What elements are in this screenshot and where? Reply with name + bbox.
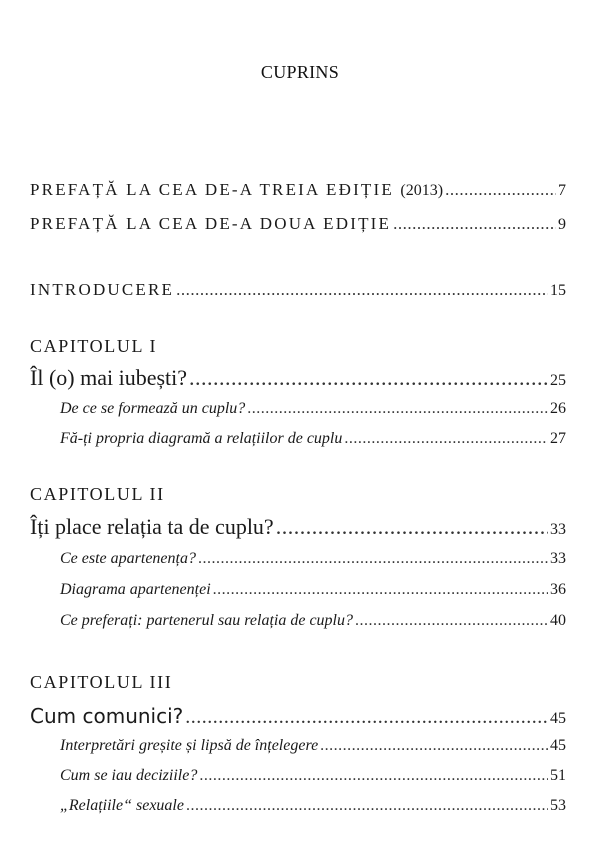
dot-leader bbox=[185, 706, 548, 729]
toc-entry-chapter-1[interactable] bbox=[30, 365, 566, 391]
toc-entry-chapter-3[interactable] bbox=[30, 704, 566, 729]
toc-entry-page: 53 bbox=[550, 797, 566, 814]
dot-leader bbox=[344, 430, 548, 448]
chapter-label: CAPITOLUL II bbox=[30, 484, 165, 504]
dot-leader bbox=[247, 400, 548, 418]
section-title: „Relațiile“ sexuale bbox=[60, 797, 184, 814]
dot-leader bbox=[355, 612, 548, 630]
toc-entry-page: 7 bbox=[558, 182, 566, 199]
toc-entry-page: 15 bbox=[550, 282, 566, 299]
toc-entry-section[interactable] bbox=[60, 430, 566, 448]
dot-leader bbox=[276, 514, 548, 540]
toc-entry-page: 33 bbox=[550, 550, 566, 567]
section-title: Ce este apartenența? bbox=[60, 550, 196, 567]
section-title: Ce preferați: partenerul sau relația de cuplu? bbox=[60, 612, 353, 629]
toc-entry-introduction[interactable] bbox=[30, 280, 566, 300]
chapter-label: CAPITOLUL III bbox=[30, 672, 173, 692]
dot-leader bbox=[198, 550, 548, 568]
toc-entry-section[interactable] bbox=[60, 581, 566, 599]
section-title: Fă-ți propria diagramă a relațiilor de cuplu bbox=[60, 430, 343, 447]
toc-entry-page: 40 bbox=[550, 612, 566, 629]
toc-entry-page: 25 bbox=[550, 372, 566, 389]
dot-leader bbox=[213, 581, 548, 599]
dot-leader bbox=[189, 365, 548, 391]
section-title: Interpretări greșite și lipsă de înțelegere bbox=[60, 737, 319, 754]
toc-entry-page: 45 bbox=[550, 737, 566, 754]
dot-leader bbox=[199, 767, 548, 785]
toc-entry-label: PREFAȚĂ LA CEA DE-A DOUA EDIȚIE bbox=[30, 214, 392, 233]
toc-entry-page: 45 bbox=[550, 710, 566, 727]
dot-leader bbox=[320, 737, 548, 755]
chapter-title: Cum comunici? bbox=[30, 704, 184, 728]
dot-leader bbox=[445, 180, 556, 200]
chapter-title: Îți place relația ta de cuplu? bbox=[30, 514, 274, 539]
toc-entry-section[interactable] bbox=[60, 400, 566, 418]
toc-entry-page: 27 bbox=[550, 430, 566, 447]
dot-leader bbox=[393, 214, 556, 234]
toc-entry-section[interactable] bbox=[60, 737, 566, 755]
toc-entry-page: 26 bbox=[550, 400, 566, 417]
toc-entry-section[interactable] bbox=[60, 767, 566, 785]
toc-entry-label: PREFAȚĂ LA CEA DE-A TREIA EÐIȚIE bbox=[30, 180, 394, 199]
toc-entry-page: 51 bbox=[550, 767, 566, 784]
toc-entry-preface-third-edition[interactable] bbox=[30, 180, 566, 200]
toc-entry-year: (2013) bbox=[400, 182, 444, 199]
toc-entry-page: 36 bbox=[550, 581, 566, 598]
toc-entry-chapter-2[interactable] bbox=[30, 514, 566, 540]
toc-entry-section[interactable] bbox=[60, 797, 566, 815]
page-title: CUPRINS bbox=[260, 62, 340, 82]
chapter-title: Îl (o) mai iubești? bbox=[30, 365, 188, 390]
section-title: De ce se formează un cuplu? bbox=[60, 400, 246, 417]
dot-leader bbox=[176, 280, 548, 300]
dot-leader bbox=[186, 797, 548, 815]
toc-entry-preface-second-edition[interactable] bbox=[30, 214, 566, 234]
section-title: Diagrama apartenenței bbox=[60, 581, 211, 598]
chapter-label: CAPITOLUL I bbox=[30, 336, 158, 356]
toc-entry-page: 9 bbox=[558, 216, 566, 233]
section-title: Cum se iau deciziile? bbox=[60, 767, 198, 784]
toc-entry-page: 33 bbox=[550, 521, 566, 538]
toc-entry-section[interactable] bbox=[60, 612, 566, 630]
toc-entry-label: INTRODUCERE bbox=[30, 280, 175, 299]
toc-entry-section[interactable] bbox=[60, 550, 566, 568]
